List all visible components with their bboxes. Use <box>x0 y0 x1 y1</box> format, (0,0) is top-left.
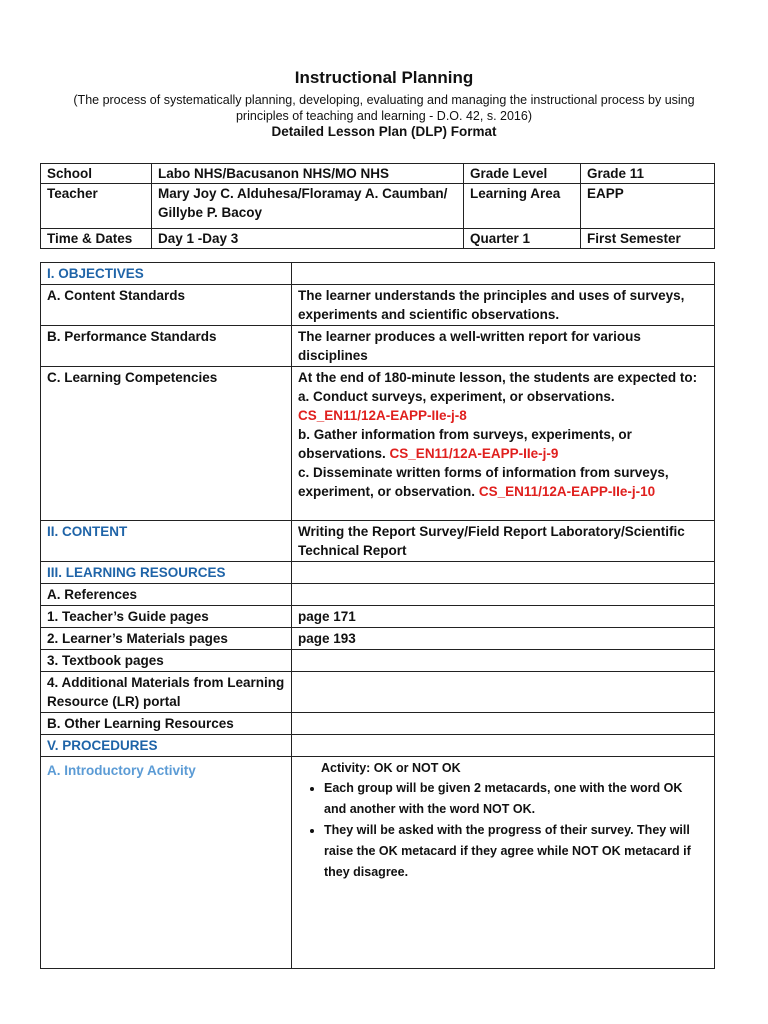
format-title: Detailed Lesson Plan (DLP) Format <box>271 124 497 139</box>
performance-standards-value: The learner produces a well-written report for various disciplines <box>292 326 715 367</box>
list-item: • They will be asked with the progress of their survey. They will raise the OK metacard if they agree while NOT OK metacard if they disagree. <box>324 820 708 883</box>
content-value: Writing the Report Survey/Field Report Laboratory/Scientific Technical Report <box>292 521 715 562</box>
table-row <box>41 285 715 326</box>
competency-a-code: CS_EN11/12A-EAPP-IIe-j-8 <box>298 408 467 423</box>
activity-list <box>298 778 708 883</box>
table-row <box>41 521 715 562</box>
performance-standards-label: B. Performance Standards <box>41 326 292 367</box>
intro-activity-label: A. Introductory Activity <box>41 757 292 969</box>
teacher-value: Mary Joy C. Alduhesa/Floramay A. Caumban/ Gillybe P. Bacoy <box>152 184 464 229</box>
tg-value: page 171 <box>292 606 715 628</box>
activity-cell <box>292 757 715 969</box>
quarter-label: Quarter 1 <box>464 229 581 249</box>
table-row <box>41 326 715 367</box>
resources-heading: III. LEARNING RESOURCES <box>41 562 292 584</box>
additional-label: 4. Additional Materials from Learning Resource (LR) portal <box>41 672 292 713</box>
semester-value: First Semester <box>581 229 715 249</box>
teacher-label: Teacher <box>41 184 152 229</box>
page-title: Instructional Planning <box>294 68 474 87</box>
table-row <box>41 672 715 713</box>
competency-b <box>298 425 708 463</box>
empty-cell <box>292 562 715 584</box>
other-label: B. Other Learning Resources <box>41 713 292 735</box>
table-row <box>41 757 715 969</box>
empty-cell <box>292 672 715 713</box>
activity-title: Activity: OK or NOT OK <box>321 761 461 775</box>
lm-value: page 193 <box>292 628 715 650</box>
competency-b-code: CS_EN11/12A-EAPP-IIe-j-9 <box>389 446 559 461</box>
school-label: School <box>41 164 152 184</box>
competency-c-code: CS_EN11/12A-EAPP-IIe-j-10 <box>478 484 656 499</box>
table-row <box>41 562 715 584</box>
time-value: Day 1 -Day 3 <box>152 229 464 249</box>
lm-label: 2. Learner’s Materials pages <box>41 628 292 650</box>
competencies-cell <box>292 367 715 521</box>
procedures-heading: V. PROCEDURES <box>41 735 292 757</box>
plan-table <box>40 262 715 969</box>
table-row <box>41 650 715 672</box>
time-label: Time & Dates <box>41 229 152 249</box>
competency-b-text: b. Gather information from surveys, experiments, or observations. <box>298 427 632 461</box>
area-value: EAPP <box>581 184 715 229</box>
competency-c <box>298 463 708 501</box>
grade-label: Grade Level <box>464 164 581 184</box>
content-heading: II. CONTENT <box>41 521 292 562</box>
info-table <box>40 163 715 249</box>
competencies-intro: At the end of 180-minute lesson, the students are expected to: <box>298 370 698 385</box>
grade-value: Grade 11 <box>581 164 715 184</box>
content-standards-label: A. Content Standards <box>41 285 292 326</box>
table-row <box>41 584 715 606</box>
empty-cell <box>292 263 715 285</box>
table-row <box>41 184 715 229</box>
table-row <box>41 263 715 285</box>
table-row <box>41 713 715 735</box>
empty-cell <box>292 584 715 606</box>
competencies-label: C. Learning Competencies <box>41 367 292 521</box>
competency-a-text: a. Conduct surveys, experiment, or observations. <box>298 389 615 404</box>
table-row <box>41 229 715 249</box>
area-label: Learning Area <box>464 184 581 229</box>
competency-a <box>298 387 708 425</box>
table-row <box>41 164 715 184</box>
empty-cell <box>292 735 715 757</box>
table-row <box>41 367 715 521</box>
tg-label: 1. Teacher’s Guide pages <box>41 606 292 628</box>
empty-cell <box>292 713 715 735</box>
content-standards-value: The learner understands the principles and uses of surveys, experiments and scientific observations. <box>292 285 715 326</box>
page-subtitle: (The process of systematically planning, developing, evaluating and managing the instructional process by using principles of teaching and learning - D.O. 42, s. 2016) <box>73 93 695 123</box>
table-row <box>41 606 715 628</box>
empty-cell <box>292 650 715 672</box>
objectives-heading: I. OBJECTIVES <box>41 263 292 285</box>
references-label: A. References <box>41 584 292 606</box>
school-value: Labo NHS/Bacusanon NHS/MO NHS <box>152 164 464 184</box>
table-row <box>41 735 715 757</box>
textbook-label: 3. Textbook pages <box>41 650 292 672</box>
competency-c-text: c. Disseminate written forms of information from surveys, experiment, or observation. <box>298 465 669 499</box>
table-row <box>41 628 715 650</box>
list-item: • Each group will be given 2 metacards, one with the word OK and another with the word NOT OK. <box>324 778 708 820</box>
